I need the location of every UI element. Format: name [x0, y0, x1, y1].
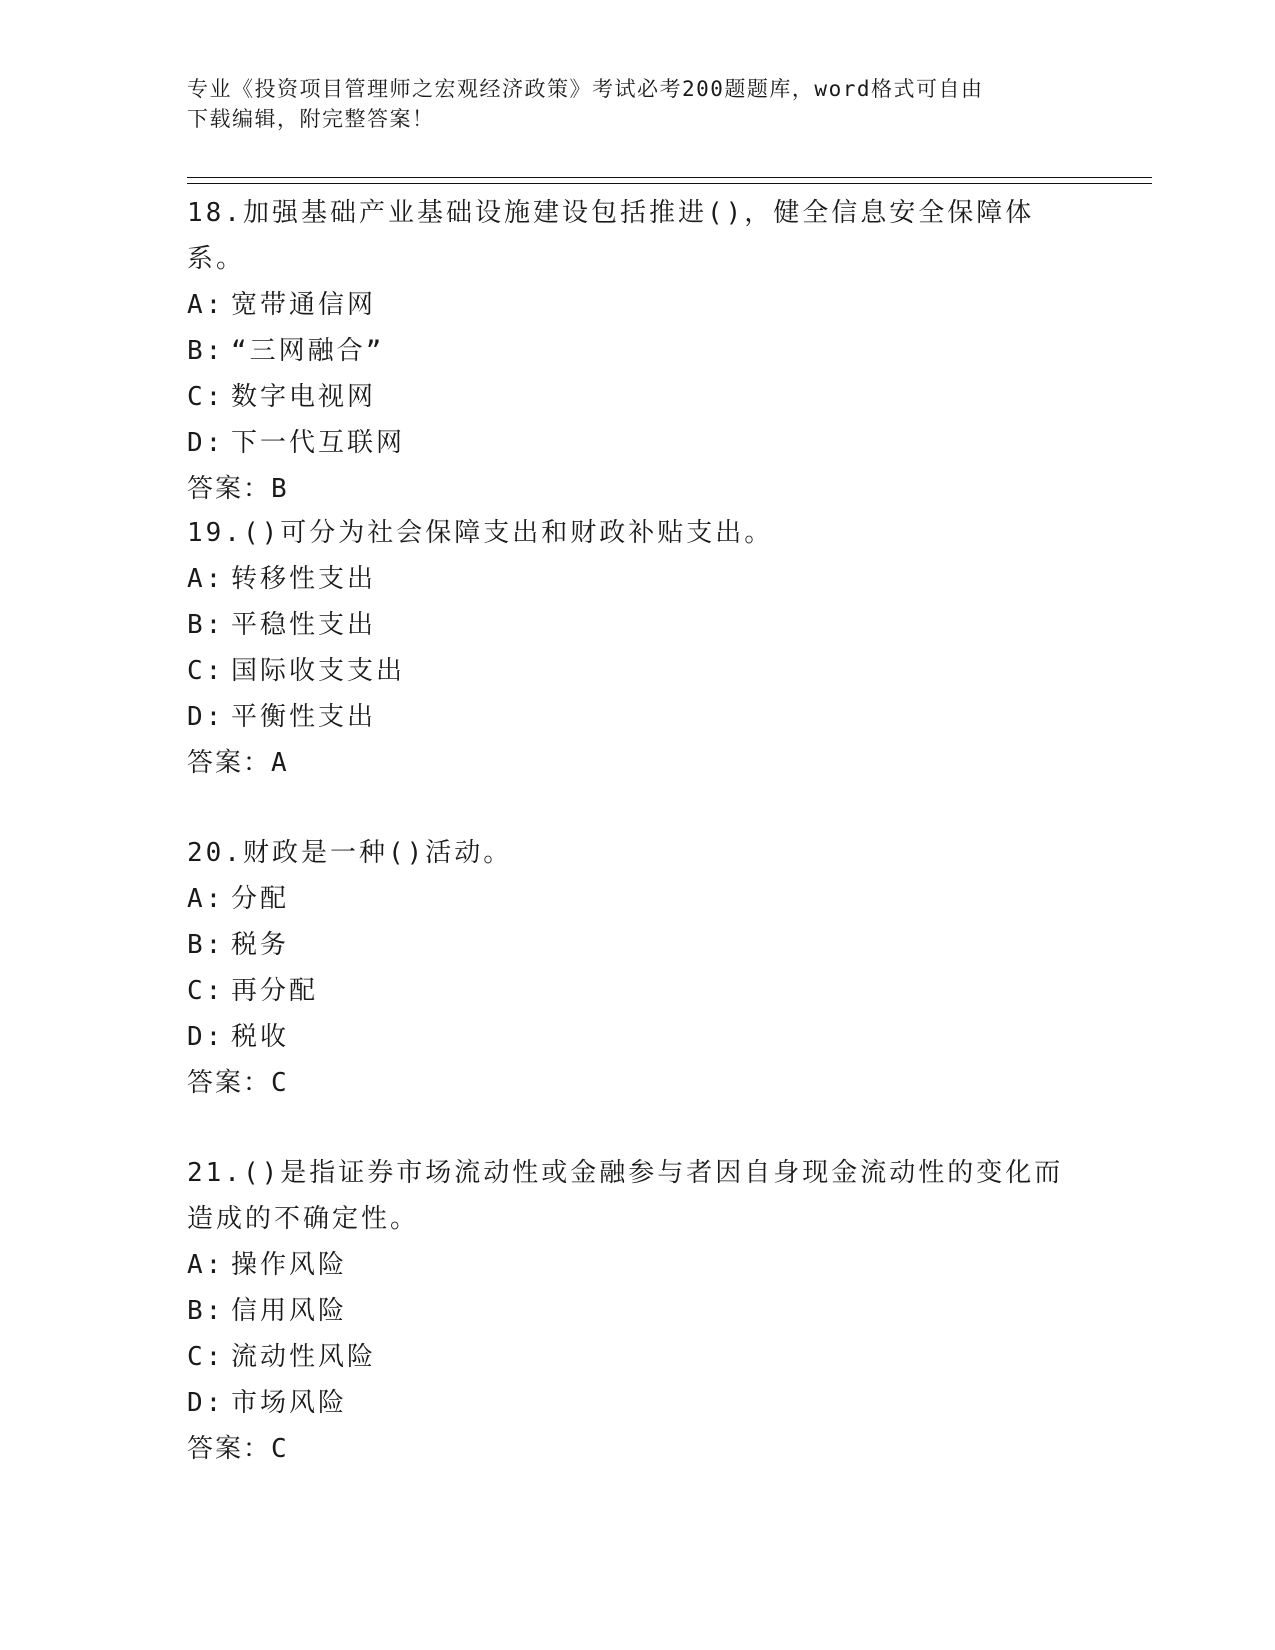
option-text: 流动性风险: [231, 1342, 377, 1372]
option-c: [187, 374, 1087, 420]
answer-line: 答案：B: [187, 474, 289, 504]
answer-line: 答案：C: [187, 1068, 289, 1098]
option-key: A:: [187, 564, 225, 594]
option-key: A:: [187, 290, 225, 320]
option-key: C:: [187, 656, 225, 686]
option-key: A:: [187, 1250, 225, 1280]
option-key: D:: [187, 702, 225, 732]
option-text: 再分配: [231, 976, 319, 1006]
option-c: [187, 968, 1087, 1014]
option-text: 税务: [231, 930, 290, 960]
header-line-2: 下载编辑，附完整答案！: [187, 107, 435, 131]
option-text: 下一代互联网: [231, 428, 406, 458]
option-text: 分配: [231, 884, 290, 914]
option-text: 数字电视网: [231, 382, 377, 412]
option-text: 操作风险: [231, 1250, 348, 1280]
option-key: A:: [187, 884, 225, 914]
option-text: 国际收支支出: [231, 656, 406, 686]
option-b: [187, 602, 1087, 648]
option-b: [187, 328, 1087, 374]
option-key: C:: [187, 1342, 225, 1372]
option-b: [187, 922, 1087, 968]
option-text: 平衡性支出: [231, 702, 377, 732]
option-text: 平稳性支出: [231, 610, 377, 640]
option-key: B:: [187, 1296, 225, 1326]
question-21: [187, 1150, 1087, 1472]
question-20: [187, 830, 1087, 1106]
option-text: “三网融合”: [231, 336, 385, 366]
document-header: [187, 74, 1067, 134]
option-key: D:: [187, 1022, 225, 1052]
header-divider-top: [187, 177, 1152, 178]
header-line-1: 专业《投资项目管理师之宏观经济政策》考试必考200题题库，word格式可自由: [187, 77, 984, 101]
option-key: B:: [187, 610, 225, 640]
question-18: [187, 190, 1087, 512]
option-d: [187, 694, 1087, 740]
option-text: 市场风险: [231, 1388, 348, 1418]
option-d: [187, 420, 1087, 466]
question-stem: 19.()可分为社会保障支出和财政补贴支出。: [187, 518, 774, 548]
answer-line: 答案：A: [187, 748, 289, 778]
question-19: [187, 510, 1087, 786]
option-d: [187, 1380, 1087, 1426]
option-key: B:: [187, 930, 225, 960]
option-c: [187, 648, 1087, 694]
option-a: [187, 282, 1087, 328]
option-key: C:: [187, 976, 225, 1006]
option-text: 转移性支出: [231, 564, 377, 594]
question-stem: 21.()是指证券市场流动性或金融参与者因自身现金流动性的变化而造成的不确定性。: [187, 1158, 1064, 1234]
option-a: [187, 876, 1087, 922]
option-a: [187, 556, 1087, 602]
option-text: 宽带通信网: [231, 290, 377, 320]
option-key: C:: [187, 382, 225, 412]
question-stem: 20.财政是一种()活动。: [187, 838, 513, 868]
option-key: D:: [187, 428, 225, 458]
option-text: 信用风险: [231, 1296, 348, 1326]
option-d: [187, 1014, 1087, 1060]
option-b: [187, 1288, 1087, 1334]
option-text: 税收: [231, 1022, 290, 1052]
option-c: [187, 1334, 1087, 1380]
option-key: D:: [187, 1388, 225, 1418]
answer-line: 答案：C: [187, 1434, 289, 1464]
option-a: [187, 1242, 1087, 1288]
option-key: B:: [187, 336, 225, 366]
header-divider-bottom: [187, 183, 1152, 184]
question-stem: 18.加强基础产业基础设施建设包括推进()，健全信息安全保障体系。: [187, 198, 1035, 274]
